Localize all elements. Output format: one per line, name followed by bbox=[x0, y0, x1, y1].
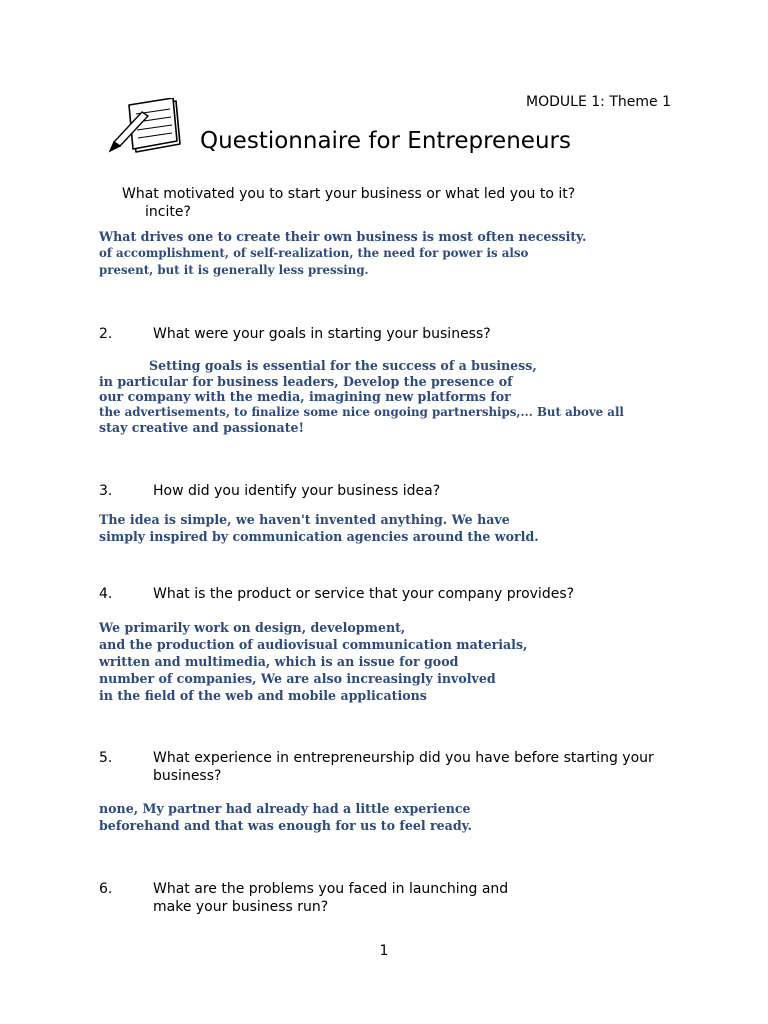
question-4-text: What is the product or service that your company provides? bbox=[153, 586, 575, 602]
module-label: MODULE 1: Theme 1 bbox=[526, 94, 671, 110]
question-3 bbox=[99, 482, 699, 500]
question-1 bbox=[122, 185, 575, 221]
question-2-text: What were your goals in starting your business? bbox=[153, 326, 491, 342]
question-number: 3. bbox=[99, 483, 113, 499]
question-number: 4. bbox=[99, 586, 113, 602]
question-6 bbox=[99, 880, 699, 916]
question-6-line-1: What are the problems you faced in launching and bbox=[153, 881, 509, 897]
question-4 bbox=[99, 585, 699, 603]
answer-2-line: the advertisements, to finalize some nice ongoing partnerships,... But above all bbox=[99, 404, 624, 419]
answer-4-line: We primarily work on design, development, bbox=[99, 620, 406, 635]
answer-4-line: number of companies, We are also increasingly involved bbox=[99, 671, 496, 686]
answer-5-line: none, My partner had already had a little experience bbox=[99, 801, 471, 816]
question-number: 5. bbox=[99, 750, 113, 766]
answer-2-line: our company with the media, imagining new platforms for bbox=[99, 389, 511, 404]
question-2 bbox=[99, 325, 699, 343]
question-1-line-2: incite? bbox=[145, 204, 191, 220]
notepad-pen-icon bbox=[106, 98, 182, 156]
question-5-line-1: What experience in entrepreneurship did you have before starting your bbox=[153, 750, 654, 766]
answer-2-line: stay creative and passionate! bbox=[99, 420, 305, 435]
page-title: Questionnaire for Entrepreneurs bbox=[200, 128, 571, 154]
answer-2-line: in particular for business leaders, Develop the presence of bbox=[99, 373, 513, 389]
question-3-text: How did you identify your business idea? bbox=[153, 483, 441, 499]
page-number: 1 bbox=[379, 943, 389, 959]
question-5 bbox=[99, 749, 667, 785]
answer-4-line: in the field of the web and mobile applications bbox=[99, 688, 427, 703]
answer-4-line: and the production of audiovisual communication materials, bbox=[99, 637, 528, 652]
answer-3-line: The idea is simple, we haven't invented anything. We have bbox=[99, 512, 510, 527]
question-5-line-2: business? bbox=[153, 768, 222, 784]
answer-1 bbox=[99, 228, 586, 279]
answer-1-line: present, but it is generally less pressing. bbox=[99, 263, 369, 277]
answer-1-line: What drives one to create their own business is most often necessity. bbox=[99, 229, 587, 244]
answer-2-line: Setting goals is essential for the success of a business, bbox=[149, 358, 537, 373]
answer-3 bbox=[99, 511, 539, 545]
answer-5-line: beforehand and that was enough for us to feel ready. bbox=[99, 818, 472, 833]
answer-3-line: simply inspired by communication agencies around the world. bbox=[99, 529, 539, 544]
question-1-line-1: What motivated you to start your business or what led you to it? bbox=[122, 186, 576, 202]
answer-4-line: written and multimedia, which is an issue for good bbox=[99, 654, 459, 669]
answer-5 bbox=[99, 800, 472, 834]
answer-1-line: of accomplishment, of self-realization, the need for power is also bbox=[99, 246, 529, 260]
answer-2 bbox=[99, 358, 624, 436]
question-number: 6. bbox=[99, 881, 113, 897]
answer-4 bbox=[99, 619, 527, 704]
question-6-line-2: make your business run? bbox=[153, 899, 329, 915]
question-number: 2. bbox=[99, 326, 113, 342]
